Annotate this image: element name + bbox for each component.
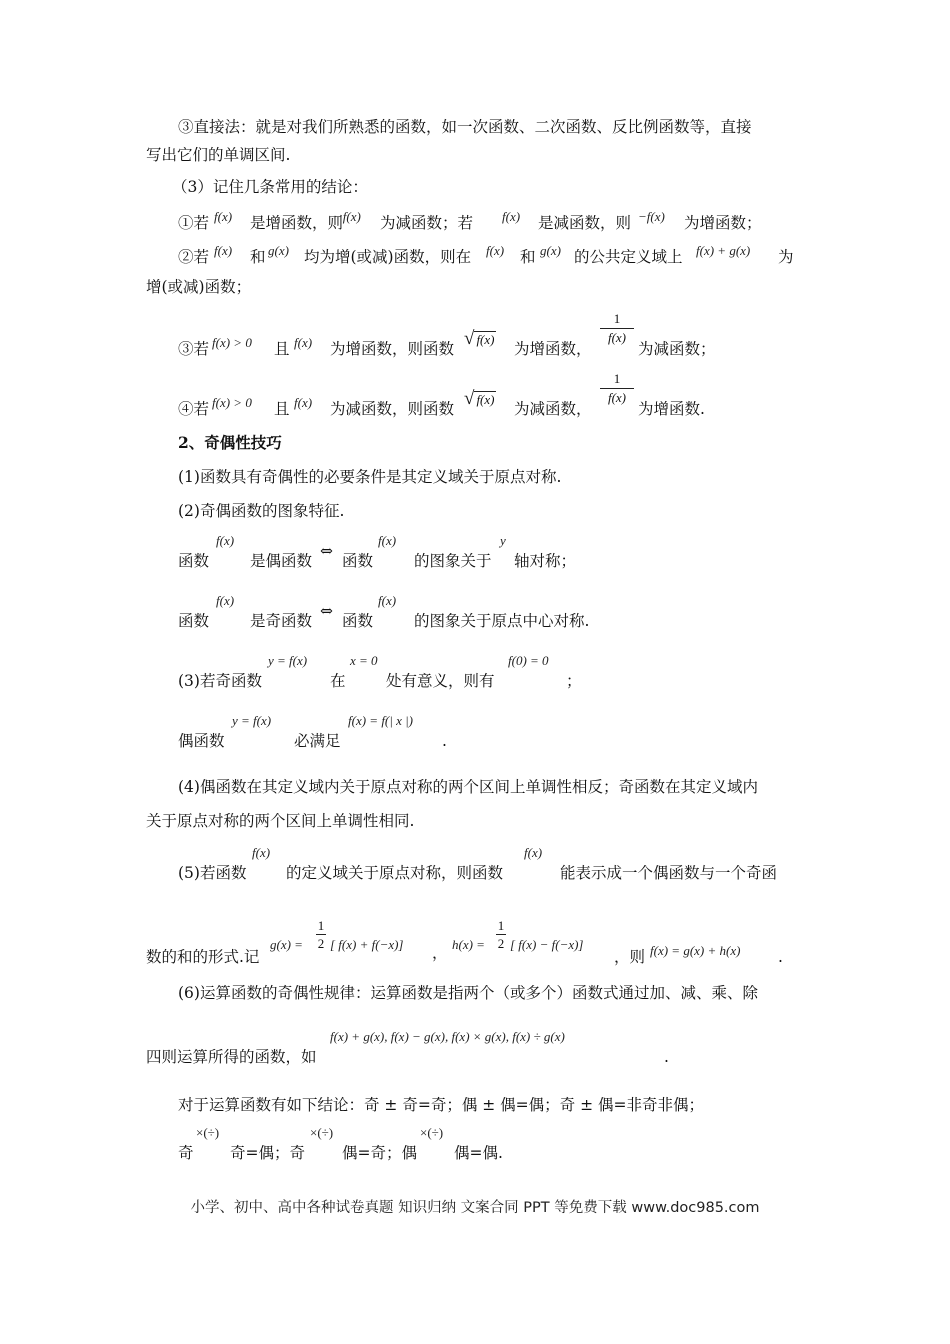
text: (4)偶函数在其定义域内关于原点对称的两个区间上单调性相反；奇函数在其定义域内 (178, 778, 758, 796)
fraction: $\frac{1}{2}$ (497, 918, 505, 951)
math: g(x) = (270, 937, 303, 952)
text: 处有意义，则有 (386, 672, 495, 690)
math: f(x) (216, 593, 235, 608)
text: 偶=偶. (454, 1144, 503, 1162)
sqrt-expression: √ f(x) (464, 388, 495, 409)
text: 是偶函数 (250, 552, 313, 570)
math: f(x) (524, 845, 543, 860)
text: ，则 (614, 948, 646, 966)
text-line (0, 1029, 950, 1070)
page-footer: 小学、初中、高中各种试卷真题 知识归纳 文案合同 PPT 等免费下载 www.doc985.com (190, 1200, 760, 1216)
text: 为减函数；若 (380, 214, 474, 232)
text: 写出它们的单调区间. (146, 146, 291, 164)
text-line (0, 464, 950, 490)
text: 四则运算所得的函数，如 (146, 1048, 317, 1066)
text: 的图象关于 (414, 552, 492, 570)
math: f(x) = f(| x |) (348, 713, 413, 728)
text: 奇=偶；奇 (230, 1144, 305, 1162)
math: −f(x) (638, 209, 665, 224)
text: 关于原点对称的两个区间上单调性相同. (146, 812, 415, 830)
text: 函数 (178, 612, 210, 630)
text: ①若 (178, 214, 210, 232)
math: x = 0 (350, 653, 378, 668)
text: 是奇函数 (250, 612, 313, 630)
text: 且 (274, 340, 290, 358)
text: 为 (778, 248, 794, 266)
sqrt-expression: √ f(x) (464, 328, 495, 349)
text-line (0, 114, 950, 140)
text: (2)奇偶函数的图象特征. (178, 502, 345, 520)
math: f(x) (252, 845, 271, 860)
text: ③若 (178, 340, 210, 358)
text: ④若 (178, 400, 210, 418)
text: ， (432, 944, 448, 962)
text: 为增函数. (638, 400, 705, 418)
text: （3）记住几条常用的结论： (172, 178, 368, 196)
text-line (0, 593, 950, 634)
math: f(x) (216, 533, 235, 548)
math: f(x) (378, 593, 397, 608)
text-line (0, 498, 950, 524)
math: f(x) (486, 243, 505, 258)
math: f(x) (214, 243, 233, 258)
text: 函数 (178, 552, 210, 570)
text: 能表示成一个偶函数与一个奇函 (560, 864, 778, 882)
math: f(x) + g(x) (696, 243, 751, 258)
math: f(x) (294, 335, 313, 350)
heading: 2、奇偶性技巧 (178, 433, 282, 452)
text: ②若 (178, 248, 210, 266)
text: . (778, 948, 783, 966)
text: 在 (330, 672, 346, 690)
math: y (500, 533, 506, 548)
text-line (0, 210, 950, 236)
text-line (0, 1125, 950, 1166)
text: 的图象关于原点中心对称. (414, 612, 590, 630)
text: (3)若奇函数 (178, 672, 262, 690)
text: 必满足 (294, 732, 341, 750)
math: f(x) > 0 (212, 395, 252, 410)
text: 增(或减)函数； (146, 278, 252, 296)
text-line (0, 808, 950, 834)
text: 为减函数， (514, 400, 592, 418)
math: ×(÷) (196, 1125, 220, 1140)
math: g(x) (268, 243, 289, 258)
fraction: $\frac{1}{2}$ (317, 918, 325, 951)
math: f(x) (214, 209, 233, 224)
text: 和 (250, 248, 266, 266)
text: . (664, 1048, 669, 1066)
text: 轴对称； (514, 552, 577, 570)
text-line (0, 174, 950, 200)
text: 对于运算函数有如下结论：奇 ± 奇=奇；偶 ± 偶=偶；奇 ± 偶=非奇非偶； (178, 1096, 704, 1114)
text: 且 (274, 400, 290, 418)
fraction: $\frac{1}{f(x)}$ (600, 370, 634, 407)
text-line (0, 918, 950, 970)
text-line (0, 1092, 950, 1118)
math: h(x) = (452, 937, 485, 952)
text: 的公共定义域上 (574, 248, 683, 266)
text-line (0, 653, 950, 694)
text-line (0, 845, 950, 886)
text: ； (566, 672, 582, 690)
text: (5)若函数 (178, 864, 247, 882)
text: 函数 (342, 612, 374, 630)
text: (1)函数具有奇偶性的必要条件是其定义域关于原点对称. (178, 468, 562, 486)
text-line (0, 371, 950, 422)
math: f(0) = 0 (508, 653, 549, 668)
iff-arrow: ⇔ (320, 542, 333, 560)
fraction: $\frac{1}{f(x)}$ (600, 310, 634, 347)
math: y = f(x) (232, 713, 272, 728)
math: g(x) (540, 243, 561, 258)
text: 和 (520, 248, 536, 266)
math: ×(÷) (310, 1125, 334, 1140)
math: [ f(x) − f(−x)] (510, 937, 584, 952)
text-line (0, 142, 950, 168)
math: f(x) (502, 209, 521, 224)
math: [ f(x) + f(−x)] (330, 937, 404, 952)
text: ③直接法：就是对我们所熟悉的函数，如一次函数、二次函数、反比例函数等，直接 (178, 118, 752, 136)
text: 是增函数，则 (250, 214, 344, 232)
text-line (0, 244, 950, 270)
text: 函数 (342, 552, 374, 570)
math: f(x) (378, 533, 397, 548)
text: 偶函数 (178, 732, 225, 750)
text-line (0, 713, 950, 754)
math: f(x) (294, 395, 313, 410)
text: (6)运算函数的奇偶性规律：运算函数是指两个（或多个）函数式通过加、减、乘、除 (178, 984, 758, 1002)
text: 是减函数，则 (538, 214, 632, 232)
text-line (0, 274, 950, 300)
math: f(x) = g(x) + h(x) (650, 943, 741, 958)
text-line (0, 311, 950, 362)
text: 奇 (178, 1144, 194, 1162)
text: 为增函数； (684, 214, 762, 232)
text: 为减函数； (638, 340, 716, 358)
math: y = f(x) (268, 653, 308, 668)
text: 均为增(或减)函数，则在 (304, 248, 472, 266)
text: 的定义域关于原点对称，则函数 (286, 864, 504, 882)
text: 数的和的形式.记 (146, 948, 260, 966)
text: . (442, 732, 447, 750)
text-line (0, 980, 950, 1006)
math: f(x) + g(x), f(x) − g(x), f(x) × g(x), f(x) ÷ g(x) (330, 1029, 565, 1044)
text: 为增函数，则函数 (330, 340, 455, 358)
text-line (0, 774, 950, 800)
section-heading (0, 430, 950, 456)
math: ×(÷) (420, 1125, 444, 1140)
text: 偶=奇；偶 (342, 1144, 417, 1162)
math: −f(x) (334, 209, 361, 224)
iff-arrow: ⇔ (320, 602, 333, 620)
text: 为减函数，则函数 (330, 400, 455, 418)
text: 为增函数， (514, 340, 592, 358)
math: f(x) > 0 (212, 335, 252, 350)
text-line (0, 533, 950, 574)
